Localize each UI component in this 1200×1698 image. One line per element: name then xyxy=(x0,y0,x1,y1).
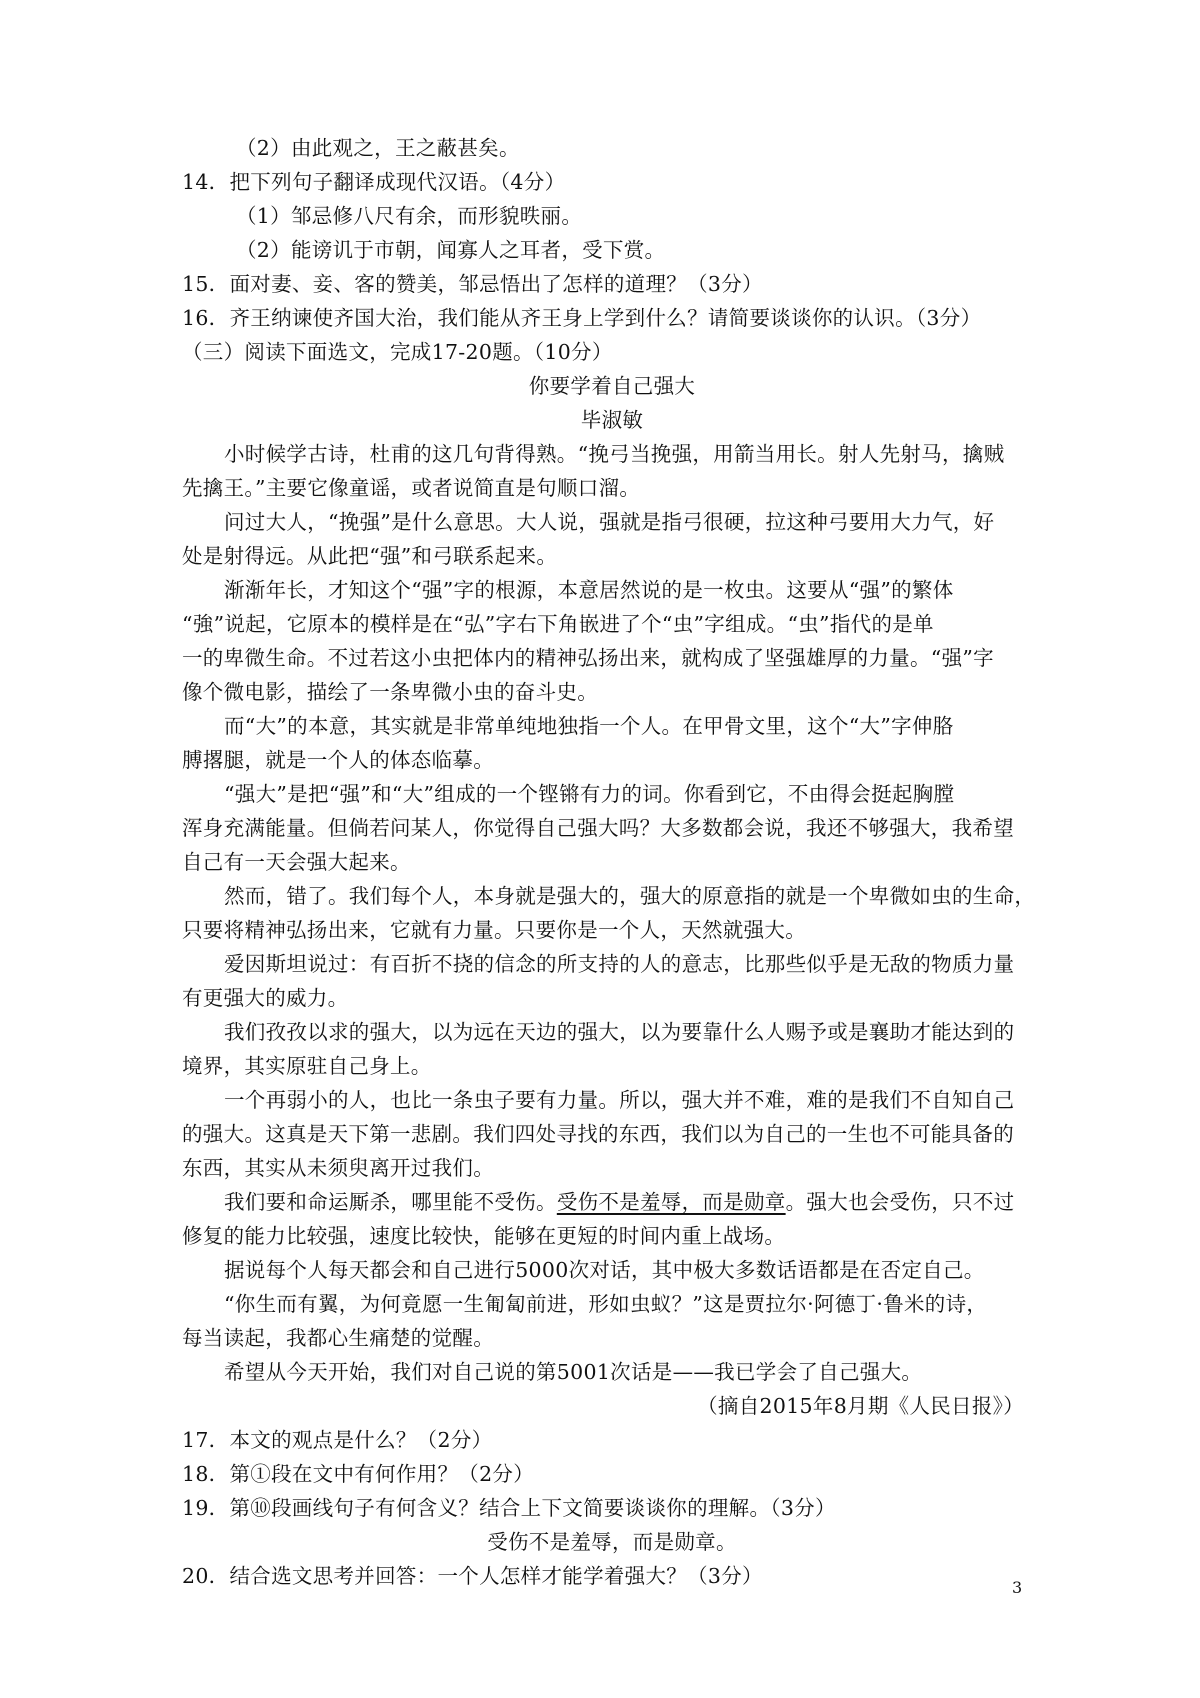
question-15: 15．面对妻、妾、客的赞美，邹忌悟出了怎样的道理？（3分） xyxy=(182,272,763,296)
q13-item-2: （2）由此观之，王之蔽甚矣。 xyxy=(236,136,520,160)
paragraph-line: 自己有一天会强大起来。 xyxy=(182,850,411,874)
paragraph-line: 东西，其实从未须臾离开过我们。 xyxy=(182,1156,494,1180)
section-3-heading: （三）阅读下面选文，完成17-20题。（10分） xyxy=(182,340,613,364)
paragraph-line: 膊撂腿，就是一个人的体态临摹。 xyxy=(182,748,494,772)
question-19-quote: 受伤不是羞辱，而是勋章。 xyxy=(487,1530,737,1554)
paragraph-line-with-underline xyxy=(224,1185,1064,1219)
paragraph-text: 我们要和命运厮杀，哪里能不受伤。 xyxy=(224,1190,557,1214)
paragraph-line: 浑身充满能量。但倘若问某人，你觉得自己强大吗？大多数都会说，我还不够强大，我希望 xyxy=(182,816,1014,840)
paragraph-line: 然而，错了。我们每个人，本身就是强大的，强大的原意指的就是一个卑微如虫的生命， xyxy=(224,884,1036,908)
paragraph-line: 每当读起，我都心生痛楚的觉醒。 xyxy=(182,1326,494,1350)
paragraph-line: 的强大。这真是天下第一悲剧。我们四处寻找的东西，我们以为自己的一生也不可能具备的 xyxy=(182,1122,1014,1146)
question-18: 18．第①段在文中有何作用？（2分） xyxy=(182,1462,535,1486)
underlined-sentence: 受伤不是羞辱，而是勋章 xyxy=(556,1190,786,1214)
paragraph-line: 我们孜孜以求的强大，以为远在天边的强大，以为要靠什么人赐予或是襄助才能达到的 xyxy=(224,1020,1015,1044)
paragraph-line: 有更强大的威力。 xyxy=(182,986,349,1010)
paragraph-line: 处是射得远。从此把“强”和弓联系起来。 xyxy=(182,544,558,568)
question-20: 20．结合选文思考并回答：一个人怎样才能学着强大？（3分） xyxy=(182,1564,763,1588)
question-14: 14．把下列句子翻译成现代汉语。（4分） xyxy=(182,170,566,194)
paragraph-line: 像个微电影，描绘了一条卑微小虫的奋斗史。 xyxy=(182,680,598,704)
article-author-1: 毕淑敏 xyxy=(580,408,644,432)
paragraph-line: 修复的能力比较强，速度比较快，能够在更短的时间内重上战场。 xyxy=(182,1224,786,1248)
article-source: （摘自2015年8月期《人民日报》） xyxy=(697,1394,1024,1418)
paragraph-line: 先擒王。”主要它像童谣，或者说简直是句顺口溜。 xyxy=(182,476,641,500)
paragraph-line: “强大”是把“强”和“大”组成的一个铿锵有力的词。你看到它，不由得会挺起胸膛 xyxy=(224,782,955,806)
question-17: 17．本文的观点是什么？（2分） xyxy=(182,1428,493,1452)
paragraph-line: 小时候学古诗，杜甫的这几句背得熟。“挽弓当挽强，用箭当用长。射人先射马，擒贼 xyxy=(224,442,1005,466)
paragraph-line: 而“大”的本意，其实就是非常单纯地独指一个人。在甲骨文里，这个“大”字伸胳 xyxy=(224,714,954,738)
paragraph-line: 一的卑微生命。不过若这小虫把体内的精神弘扬出来，就构成了坚强雄厚的力量。“强”字 xyxy=(182,646,994,670)
paragraph-line: 渐渐年长，才知这个“强”字的根源，本意居然说的是一枚虫。这要从“强”的繁体 xyxy=(224,578,954,602)
paragraph-line: 一个再弱小的人，也比一条虫子要有力量。所以，强大并不难，难的是我们不自知自己 xyxy=(224,1088,1015,1112)
paragraph-line: “你生而有翼，为何竟愿一生匍匐前进，形如虫蚁？”这是贾拉尔·阿德丁·鲁米的诗， xyxy=(224,1292,988,1316)
article-title-1: 你要学着自己强大 xyxy=(528,374,696,398)
paragraph-line: 境界，其实原驻自己身上。 xyxy=(182,1054,432,1078)
q14-item-1: （1）邹忌修八尺有余，而形貌昳丽。 xyxy=(236,204,583,228)
paragraph-line: 希望从今天开始，我们对自己说的第5001次话是——我已学会了自己强大。 xyxy=(224,1360,923,1384)
page-number: 3 xyxy=(1012,1578,1023,1597)
paragraph-line: “強”说起，它原本的模样是在“弘”字右下角嵌进了个“虫”字组成。“虫”指代的是单 xyxy=(182,612,934,636)
q14-item-2: （2）能谤讥于市朝，闻寡人之耳者，受下赏。 xyxy=(236,238,666,262)
paragraph-line: 问过大人，“挽强”是什么意思。大人说，强就是指弓很硬，拉这种弓要用大力气，好 xyxy=(224,510,995,534)
question-19: 19．第⑩段画线句子有何含义？结合上下文简要谈谈你的理解。（3分） xyxy=(182,1496,836,1520)
question-16: 16．齐王纳谏使齐国大治，我们能从齐王身上学到什么？请简要谈谈你的认识。（3分） xyxy=(182,306,982,330)
paragraph-text: 。强大也会受伤，只不过 xyxy=(785,1190,1015,1214)
paragraph-line: 爱因斯坦说过：有百折不挠的信念的所支持的人的意志，比那些似乎是无敌的物质力量 xyxy=(224,952,1015,976)
paragraph-line: 只要将精神弘扬出来，它就有力量。只要你是一个人，天然就强大。 xyxy=(182,918,806,942)
paragraph-line: 据说每个人每天都会和自己进行5000次对话，其中极大多数话语都是在否定自己。 xyxy=(224,1258,985,1282)
